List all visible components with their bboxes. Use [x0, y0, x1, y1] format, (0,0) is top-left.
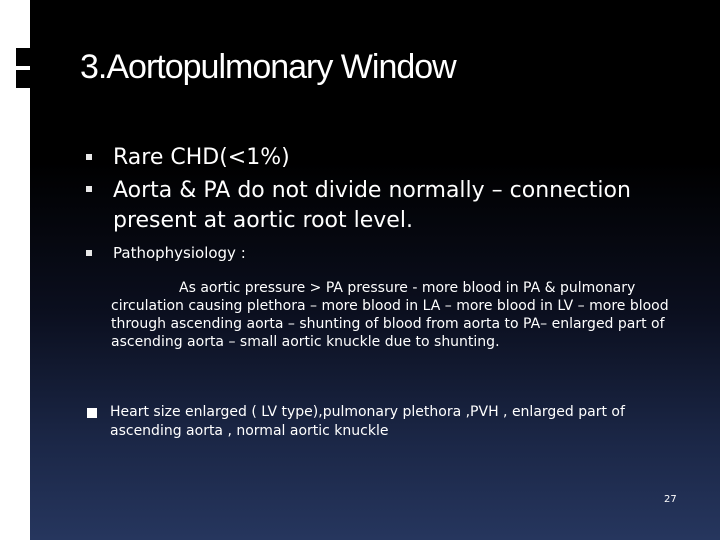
bullet-heart-size: Heart size enlarged ( LV type),pulmonary plethora ,PVH , enlarged part of ascending aorta , normal aortic knuckle — [110, 404, 625, 439]
pathophysiology-paragraph — [111, 279, 681, 351]
paragraph-text: As aortic pressure > PA pressure - more blood in PA & pulmonary circulation causing plethora – more blood in LA – more blood in LV – more blood through ascending aorta – shunting of blood from aorta to PA– enlarged part of ascending aorta – small aortic knuckle due to shunting. — [111, 280, 669, 350]
bullet-aorta-pa: Aorta & PA do not divide normally – connection present at aortic root level. — [113, 178, 631, 233]
accent-block-top — [16, 48, 30, 66]
bullet-square-icon — [86, 250, 92, 256]
bullet-square-icon — [86, 186, 92, 192]
bullet-square-icon — [87, 408, 97, 418]
slide-title: 3.Aortopulmonary Window — [80, 48, 456, 86]
bullet-pathophysiology: Pathophysiology : — [113, 244, 246, 262]
bullet-square-icon — [86, 154, 92, 160]
page-number: 27 — [664, 494, 677, 505]
bullet-rare-chd: Rare CHD(<1%) — [113, 145, 290, 170]
accent-block-bottom — [16, 70, 30, 88]
